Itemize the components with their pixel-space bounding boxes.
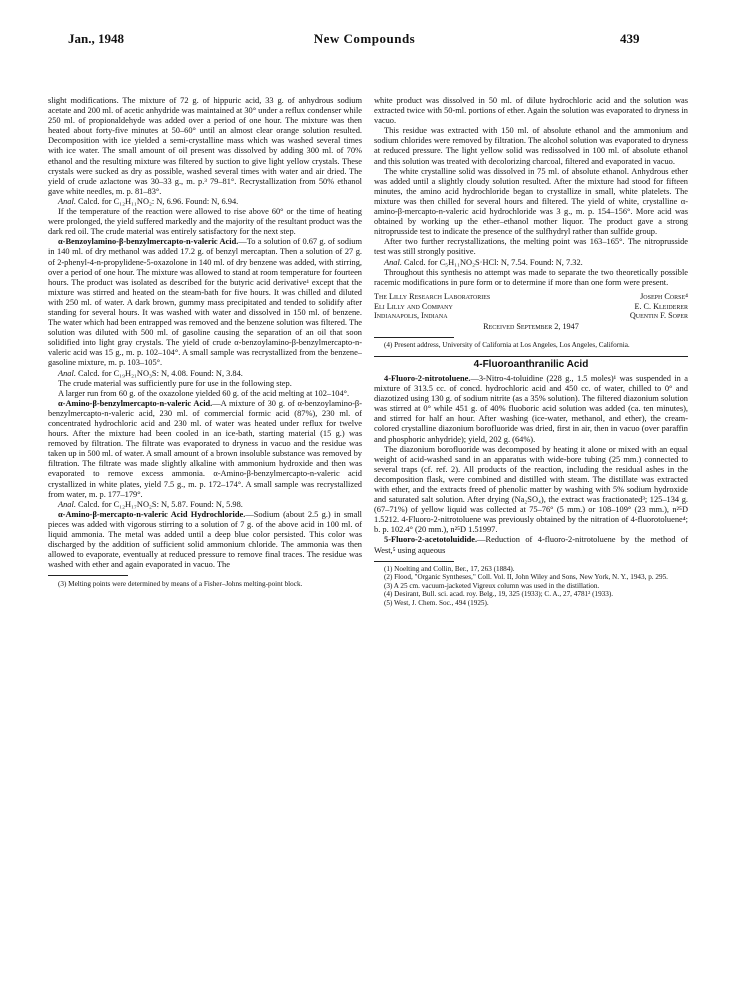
footnote-divider xyxy=(374,561,454,562)
subsection-heading: α-Benzoylamino-β-benzylmercapto-n-valeric Acid. xyxy=(58,237,239,247)
paragraph: white product was dissolved in 50 ml. of dilute hydrochloric acid and the solution was extracted twice with 50-ml. portions of ether. Again the solution was evaporated to dryness in vacuo. xyxy=(374,96,688,126)
left-column xyxy=(48,96,362,589)
anal-text: Calcd. for C₁₂H₁₁NO₂: N, 6.96. Found: N, 6.94. xyxy=(75,196,239,206)
affiliation-company: Eli Lilly and Company xyxy=(374,301,453,311)
author-name: Quentin F. Soper xyxy=(629,311,688,321)
affiliation-row xyxy=(374,302,688,312)
anal-label: Anal. xyxy=(58,368,76,378)
paragraph: After two further recrystallizations, the melting point was 163–165°. The nitroprusside test was still strongly positive. xyxy=(374,237,688,257)
paragraph: The crude material was sufficiently pure for use in the following step. xyxy=(58,378,292,388)
section-title: 4-Fluoroanthranilic Acid xyxy=(473,358,589,370)
author-name: E. C. Kleiderer xyxy=(634,301,688,311)
analysis-line xyxy=(48,500,362,510)
footnote: (4) Present address, University of California at Los Angeles, Los Angeles, California. xyxy=(384,341,630,350)
anal-label: Anal. xyxy=(384,257,402,267)
anal-label: Anal. xyxy=(58,499,76,509)
footnotes xyxy=(374,341,688,350)
footnote: (3) Melting points were determined by means of a Fisher–Johns melting-point block. xyxy=(58,580,303,589)
subsection-text: —To a solution of 0.67 g. of sodium in 140 ml. of dry methanol was added 17.2 g. of benzyl mercaptan. Then a solution of 27 g. of 2-phenyl-4-n-propylidene-5-oxazolone in 140 ml. of dry benzene was added, with stirring, over a period of one hour. The mixture was allowed to stand at room temperature for fourteen hours. The product was isolated as described for the butyric acid derivative¹ except that the mixture was stirred and heated on the steam-bath for five hours. It was chilled and diluted with 250 ml. of water. A dark brown, gummy mass precipitated and tended to solidify after standing for several hours. It was washed with water and dissolved in 150 ml. of benzene. The water which had been entrapped was removed and the benzene solution was filtered. The solution was diluted with 500 ml. of gasoline causing the separation of an oil that soon solidified into light gray crystals. The yield of crude α-benzoylamino-β-benzylmercapto-n-valeric acid was 15 g., m. p. 102–104°. A small sample was recrystallized from the benzene–gasoline mixture, m. p. 103–105°. xyxy=(48,237,362,368)
anal-text: Calcd. for C₅H₁₁NO₂S·HCl: N, 7.54. Found: N, 7.32. xyxy=(401,257,583,267)
paragraph: A larger run from 60 g. of the oxazolone yielded 60 g. of the acid melting at 102–104°. xyxy=(58,388,350,398)
footnote: (2) Flood, "Organic Syntheses," Coll. Vol. II, John Wiley and Sons, New York, N. Y., 1943, p. 295. xyxy=(384,573,668,582)
subsection-heading: 4-Fluoro-2-nitrotoluene. xyxy=(384,373,471,383)
subsection-text: —3-Nitro-4-toluidine (228 g., 1.5 moles)¹ was suspended in a mixture of 313.5 cc. of concd. hydrochloric acid and 450 cc. of water, chilled to 0° and diazotized using 130 g. of sodium nitrite (as a 35% solution). The filtered diazonium solution was stirred at 0° while 451 g. of 40% fluoboric acid solution was added (ca. ten minutes), and stirred for half an hour. After washing (ice-water, methanol, and ether), the cream-colored crystalline diazonium borofluoride was dried, first in air, then in vacuo (over paraffin and phosphoric anhydride); yield, 202 g. (64%). xyxy=(374,373,688,444)
paragraph: The diazonium borofluoride was decomposed by heating it alone or mixed with an equal weight of acid-washed sand in an apparatus with wide-bore tubing (25 mm.) connected to several traps (cf. ref. 2). All products of the reaction, including the residual ashes in the decomposition flask, were combined and distilled with steam. The distillate was extracted with ether, and the extracts freed of phenolic matter by washing with 5% sodium hydroxide and saturated salt solution. After drying (Na₂SO₄), the extract was fractionated³; 125–134 g. (67–71%) of yellow liquid was collected at 75–76° (5 mm.) or 108–109° (23 mm.), n²⁵D 1.5212. 4-Fluoro-2-nitrotoluene was previously obtained by the nitration of 4-fluorotoluene⁴; b. p. 102.4° (20 mm.), n²⁵D 1.51997. xyxy=(374,444,688,535)
footnotes xyxy=(48,580,362,589)
footnote: (5) West, J. Chem. Soc., 494 (1925). xyxy=(384,599,489,608)
affiliation-row xyxy=(374,292,688,302)
footnote: (3) A 25 cm. vacuum-jacketed Vigreux column was used in the distillation. xyxy=(384,581,600,590)
affiliation-lab: The Lilly Research Laboratories xyxy=(374,291,491,301)
paragraph: slight modifications. The mixture of 72 g. of hippuric acid, 33 g. of anhydrous sodium acetate and 200 ml. of acetic anhydride was maintained at 30° under a reflux condenser while 250 ml. of propionaldehyde was added over a period of one hour. The mixture was then heated about forty-five minutes at 50–60° until an almost clear orange solution resulted. Decomposition with ice yielded a semi-crystalline mass which was washed several times with ice water. The small amount of oil present was dissolved by adding 300 ml. of 70% ethanol and the resulting mixture was filtered by suction to give light yellow crystals. These crystals were sucked as dry as possible, washed several times with water and air dried. The yield of crude azlactone was 30–33 g., m. p.³ 79–81°. Recrystallization from 50% ethanol gave white needles, m. p. 81–83°. xyxy=(48,96,362,196)
paragraph: If the temperature of the reaction were allowed to rise above 60° or the time of heating were prolonged, the yield suffered markedly and the majority of the resultant product was the dark red oil. The crude material was entirely satisfactory for the next step. xyxy=(48,207,362,237)
subsection xyxy=(48,510,362,571)
subsection-text: —Reduction of 4-fluoro-2-nitrotoluene by the method of West,⁵ using aqueous xyxy=(374,535,688,555)
footnote-divider xyxy=(48,575,128,576)
subsection xyxy=(374,535,688,555)
section-divider xyxy=(374,356,688,357)
subsection-heading: 5-Fluoro-2-acetotoluidide. xyxy=(384,535,478,545)
subsection xyxy=(48,399,362,500)
anal-text: Calcd. for C₁₉H₂₁NO₃S: N, 4.08. Found: N, 3.84. xyxy=(75,368,243,378)
paragraph: The white crystalline solid was dissolved in 75 ml. of absolute ethanol. Anhydrous ether was added until a slightly cloudy solution resulted. After the mixture had stood for fifteen minutes, the amino acid hydrochloride began to crystallize in small, white platelets. The mixture was then chilled for several hours and filtered. The yield of white, crystalline α-amino-β-mercapto-n-valeric acid hydrochloride was 3 g., m. p. 154–156°. More acid was obtained by working up the ether–ethanol mother liquor. The product gave a strong nitroprusside test to indicate the presence of the sulfhydryl rather than sulfide group. xyxy=(374,166,688,237)
subsection xyxy=(374,374,688,445)
footnote-divider xyxy=(374,337,454,338)
footnotes xyxy=(374,565,688,608)
subsection xyxy=(48,237,362,368)
received-date: Received September 2, 1947 xyxy=(483,322,579,332)
paragraph: This residue was extracted with 150 ml. of absolute ethanol and the ammonium and sodium chlorides were removed by filtration. The alcohol solution was evaporated to dryness at reduced pressure. The light yellow solid was redissolved in 100 ml. of absolute ethanol and this solution was treated with decolorizing charcoal, filtered and evaporated in vacuo. xyxy=(374,126,688,166)
author-name: Joseph Corse⁴ xyxy=(640,291,688,301)
footnote: (4) Desirant, Bull. sci. acad. roy. Belg., 19, 325 (1933); C. A., 27, 4781² (1933). xyxy=(384,590,614,599)
anal-text: Calcd. for C₁₂H₁₇NO₂S: N, 5.87. Found: N, 5.98. xyxy=(75,499,243,509)
subsection-heading: α-Amino-β-benzylmercapto-n-valeric Acid. xyxy=(58,398,213,408)
paragraph: Throughout this synthesis no attempt was made to separate the two theoretically possible racemic modifications in pure form or to determine if more than one form were present. xyxy=(374,267,688,287)
anal-label: Anal. xyxy=(58,196,76,206)
subsection-text: —Sodium (about 2.5 g.) in small pieces was added with vigorous stirring to a solution of 7 g. of the above acid in 100 ml. of liquid ammonia. The metal was added until a deep blue color persisted. This color was discharged by the addition of sufficient solid ammonium chloride. The ammonia was then allowed to evaporate, eventually at reduced pressure to remove final traces. The residue was washed with ether and again evaporated in vacuo. The xyxy=(48,509,362,570)
affiliation-row xyxy=(374,311,688,321)
analysis-line xyxy=(374,258,688,268)
header-title: New Compounds xyxy=(313,31,416,46)
footnote: (1) Noelting and Collin, Ber., 17, 263 (1884). xyxy=(384,564,515,573)
header-date: Jan., 1948 xyxy=(68,31,124,46)
affiliation-block xyxy=(374,292,688,332)
subsection-text: —A mixture of 30 g. of α-benzoylamino-β-benzylmercapto-n-valeric acid, 230 ml. of commercial formic acid (87%), 230 ml. of concentrated hydrochloric acid and 230 ml. of water was heated under reflux for twelve hours. After the mixture had been cooled in an ice-bath, starting material (15 g.) was removed by filtration. The filtrate was evaporated to dryness in vacuo and the residue was taken up in 500 ml. of water. A small amount of a brown insoluble substance was removed by filtration. The filtrate was made slightly alkaline with ammonium hydroxide and then was evaporated to remove excess ammonia. α-Amino-β-benzylmercapto-n-valeric acid crystallized in white plates, yield 7.5 g., m. p. 172–174°. A small sample was recrystallized from water, m. p. 177–179°. xyxy=(48,398,362,499)
subsection-heading: α-Amino-β-mercapto-n-valeric Acid Hydrochloride. xyxy=(58,509,246,519)
analysis-line xyxy=(48,197,362,207)
analysis-line xyxy=(48,369,362,379)
right-column xyxy=(374,96,688,608)
page-number: 439 xyxy=(620,31,640,46)
affiliation-city: Indianapolis, Indiana xyxy=(374,311,448,321)
